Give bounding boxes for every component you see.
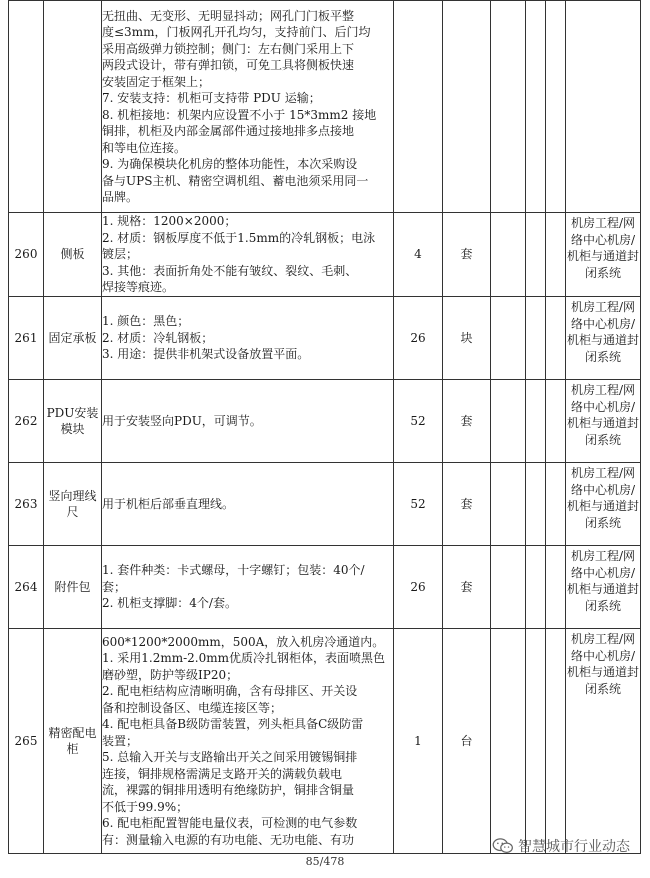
description-line: 品牌。 <box>102 190 139 204</box>
blank-cell <box>491 213 526 297</box>
blank-cell <box>491 629 526 854</box>
description-line: 焊接等痕迹。 <box>102 280 175 295</box>
item-number: 264 <box>9 546 44 629</box>
page-number: 85/478 <box>305 855 345 868</box>
description-line: 无扭曲、无变形、无明显抖动；网孔门门板平整 <box>102 8 355 23</box>
item-number: 261 <box>9 297 44 380</box>
watermark-text: 智慧城市行业动态 <box>518 839 630 855</box>
blank-cell <box>526 546 546 629</box>
item-unit <box>443 1 491 213</box>
item-category: 机房工程/网络中心机房/机柜与通道封闭系统 <box>566 463 641 546</box>
description-line: 4. 配电柜具备B级防雷装置，列头柜具备C级防雷 <box>102 717 364 732</box>
description-line: 2. 材质：钢板厚度不低于1.5mm的冷轧钢板；电泳 <box>102 230 376 245</box>
table-row <box>9 1 641 213</box>
item-name: 侧板 <box>44 213 102 297</box>
description-line: 1. 规格：1200×2000； <box>102 214 237 229</box>
item-quantity: 1 <box>394 629 443 854</box>
item-name: 精密配电柜 <box>44 629 102 854</box>
item-description <box>102 1 394 213</box>
blank-cell <box>526 463 546 546</box>
table-row <box>9 213 641 297</box>
spec-table-body <box>9 1 641 854</box>
description-line: 6. 配电柜配置智能电量仪表，可检测的电气参数 <box>102 816 358 831</box>
description-line: 镀层； <box>102 247 139 262</box>
item-category: 机房工程/网络中心机房/机柜与通道封闭系统 <box>566 213 641 297</box>
item-quantity <box>394 1 443 213</box>
description-line: 流，裸露的铜排用透明有绝缘防护，铜排含铜量 <box>102 783 355 798</box>
description-line: 用于机柜后部垂直理线。 <box>102 496 235 511</box>
description-line: 备与UPS主机、精密空调机组、蓄电池须采用同一 <box>102 173 369 188</box>
description-line: 两段式设计，带有弹扣锁，可免工具将侧板快速 <box>102 58 355 72</box>
item-number: 260 <box>9 213 44 297</box>
blank-cell <box>546 297 566 380</box>
blank-cell <box>491 380 526 463</box>
table-row <box>9 380 641 463</box>
description-line: 9. 为确保模块化机房的整体功能性，本次采购设 <box>102 157 358 171</box>
description-line: 磨砂塑，防护等级IP20； <box>102 667 239 682</box>
item-description <box>102 546 394 629</box>
item-name: 固定承板 <box>44 297 102 380</box>
blank-cell <box>526 213 546 297</box>
description-line: 2. 材质：冷轧钢板； <box>102 330 214 345</box>
description-line: 有：测量输入电源的有功电能、无功电能、有功 <box>102 832 355 847</box>
description-line: 5. 总输入开关与支路输出开关之间采用镀锡铜排 <box>102 750 358 765</box>
item-description <box>102 629 394 854</box>
blank-cell <box>526 1 546 213</box>
item-unit: 块 <box>443 297 491 380</box>
item-quantity: 52 <box>394 380 443 463</box>
description-line: 备和控制设备区、电缆连接区等； <box>102 700 283 715</box>
item-name: 附件包 <box>44 546 102 629</box>
item-quantity: 26 <box>394 546 443 629</box>
table-row <box>9 463 641 546</box>
table-row <box>9 629 641 854</box>
item-name <box>44 1 102 213</box>
description-line: 连接，铜排规格需满足支路开关的满载负载电 <box>102 766 343 781</box>
description-line: 和等电位连接。 <box>102 140 187 155</box>
item-quantity: 4 <box>394 213 443 297</box>
watermark <box>492 836 630 856</box>
item-description <box>102 297 394 380</box>
description-line: 8. 机柜接地：机架内应设置不小于 15*3mm2 接地 <box>102 107 377 122</box>
description-line: 采用高级弹力锁控制；侧门：左右侧门采用上下 <box>102 41 355 56</box>
item-description <box>102 380 394 463</box>
blank-cell <box>546 546 566 629</box>
description-line: 铜排，机柜及内部金属部件通过接地排多点接地 <box>102 124 355 138</box>
blank-cell <box>526 380 546 463</box>
item-category: 机房工程/网络中心机房/机柜与通道封闭系统 <box>566 297 641 380</box>
table-row <box>9 546 641 629</box>
item-description <box>102 463 394 546</box>
blank-cell <box>491 463 526 546</box>
description-line: 套； <box>102 579 127 594</box>
item-category: 机房工程/网络中心机房/机柜与通道封闭系统 <box>566 629 641 854</box>
description-line: 用于安装竖向PDU，可调节。 <box>102 413 262 428</box>
item-description <box>102 213 394 297</box>
item-category: 机房工程/网络中心机房/机柜与通道封闭系统 <box>566 546 641 629</box>
description-line: 不低于99.9%； <box>102 799 189 814</box>
description-line: 2. 机柜支撑脚：4个/套。 <box>102 596 237 611</box>
item-number: 263 <box>9 463 44 546</box>
description-line: 3. 其他：表面折角处不能有皱纹、裂纹、毛刺、 <box>102 263 358 278</box>
description-line: 1. 颜色：黑色； <box>102 314 190 329</box>
item-unit: 套 <box>443 546 491 629</box>
item-name: PDU安装模块 <box>44 380 102 463</box>
item-number: 262 <box>9 380 44 463</box>
wechat-icon <box>492 838 514 854</box>
description-line: 度≤3mm，门板网孔开孔均匀，支持前门、后门均 <box>102 25 371 39</box>
blank-cell <box>546 380 566 463</box>
table-row <box>9 297 641 380</box>
blank-cell <box>491 546 526 629</box>
description-line: 装置； <box>102 733 139 748</box>
item-number: 265 <box>9 629 44 854</box>
description-line: 安装固定于框架上； <box>102 74 211 89</box>
blank-cell <box>546 1 566 213</box>
item-category: 机房工程/网络中心机房/机柜与通道封闭系统 <box>566 380 641 463</box>
blank-cell <box>491 297 526 380</box>
blank-cell <box>546 213 566 297</box>
description-line: 1. 采用1.2mm-2.0mm优质冷扎钢柜体，表面喷黑色 <box>102 651 386 666</box>
description-line: 600*1200*2000mm，500A，放入机房冷通道内。 <box>102 634 385 649</box>
description-line: 3. 用途：提供非机架式设备放置平面。 <box>102 347 310 362</box>
blank-cell <box>526 297 546 380</box>
description-line: 1. 套件种类：卡式螺母，十字螺钉；包装：40个/ <box>102 563 365 578</box>
item-unit: 台 <box>443 629 491 854</box>
item-number <box>9 1 44 213</box>
item-unit: 套 <box>443 463 491 546</box>
blank-cell <box>491 1 526 213</box>
item-unit: 套 <box>443 213 491 297</box>
blank-cell <box>546 629 566 854</box>
item-quantity: 26 <box>394 297 443 380</box>
item-category <box>566 1 641 213</box>
description-line: 7. 安装支持：机柜可支持带 PDU 运输； <box>102 91 321 105</box>
item-unit: 套 <box>443 380 491 463</box>
description-line: 2. 配电柜结构应清晰明确，含有母排区、开关设 <box>102 684 358 699</box>
item-name: 竖向理线尺 <box>44 463 102 546</box>
item-quantity: 52 <box>394 463 443 546</box>
spec-table <box>8 0 641 854</box>
blank-cell <box>546 463 566 546</box>
blank-cell <box>526 629 546 854</box>
